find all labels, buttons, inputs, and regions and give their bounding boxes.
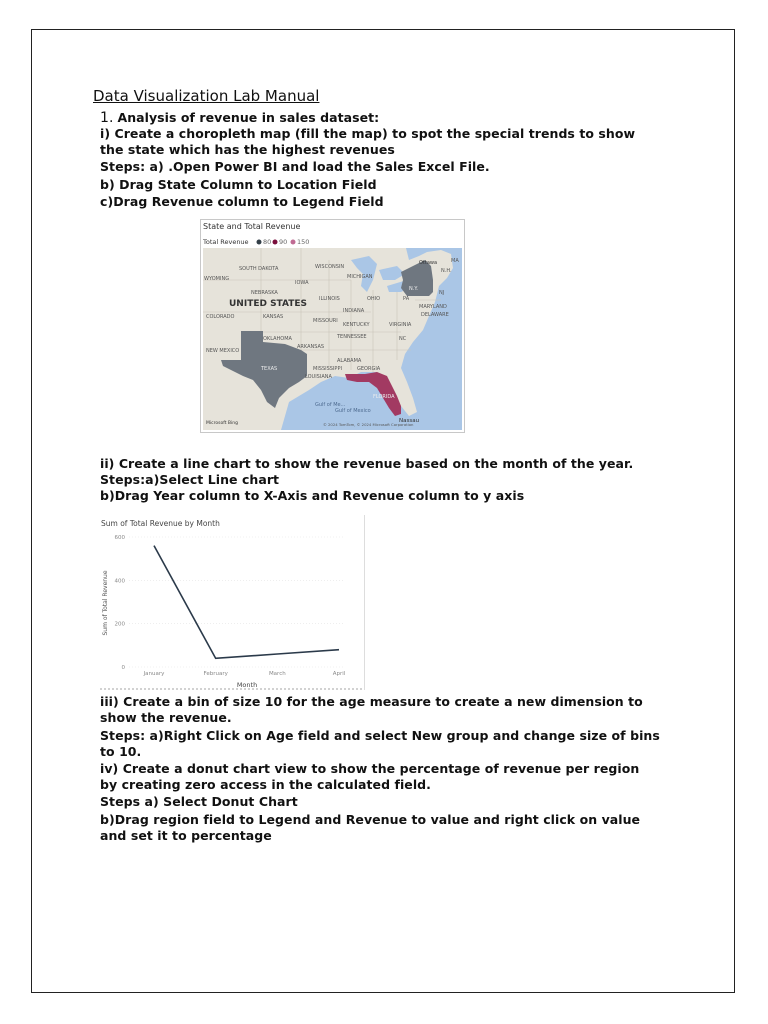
legend-item-150: 150 xyxy=(297,238,310,246)
state-label: ALABAMA xyxy=(337,358,362,364)
choropleth-map-svg xyxy=(201,220,464,432)
task-ii-step-b: b)Drag Year column to X-Axis and Revenue column to y axis xyxy=(100,488,525,503)
task-i-step-a: Steps: a) .Open Power BI and load the Sales Excel File. xyxy=(100,159,490,174)
map-attribution: © 2024 TomTom, © 2024 Microsoft Corporation xyxy=(323,422,414,427)
task-iii-step-a-cont: to 10. xyxy=(100,744,142,759)
task-iv-step-b-cont: and set it to percentage xyxy=(100,828,272,843)
state-label: OKLAHOMA xyxy=(263,336,292,342)
map-legend-label: Total Revenue xyxy=(203,238,249,246)
state-label: MICHIGAN xyxy=(347,274,373,280)
task-i-step-c: c)Drag Revenue column to Legend Field xyxy=(100,194,384,209)
x-tick-label: January xyxy=(143,671,165,677)
y-tick-label: 600 xyxy=(114,535,125,541)
task-ii-line-1: ii) Create a line chart to show the revenue based on the month of the year. xyxy=(100,456,634,471)
y-tick-label: 0 xyxy=(121,665,125,671)
state-label: OHIO xyxy=(367,296,381,302)
state-label: KENTUCKY xyxy=(343,322,370,328)
question-1-text: Analysis of revenue in sales dataset: xyxy=(117,110,380,125)
map-title: State and Total Revenue xyxy=(203,222,301,231)
task-i-line-1: i) Create a choropleth map (fill the map) to spot the special trends to show xyxy=(100,126,636,141)
state-label: WYOMING xyxy=(204,276,230,282)
task-iv-line-1: iv) Create a donut chart view to show the percentage of revenue per region xyxy=(100,761,640,776)
place-label-ottawa: Ottawa xyxy=(419,260,438,266)
task-i-line-2: the state which has the highest revenues xyxy=(100,142,395,157)
state-label: NJ xyxy=(439,290,445,296)
task-iii-line-2: show the revenue. xyxy=(100,710,232,725)
state-label: MISSISSIPPI xyxy=(313,366,342,372)
state-label: N.H. xyxy=(441,268,452,274)
state-label: MISSOURI xyxy=(313,318,338,324)
task-ii-step-a: Steps:a)Select Line chart xyxy=(100,472,280,487)
state-label: ARKANSAS xyxy=(297,344,325,350)
chart-title: Sum of Total Revenue by Month xyxy=(101,519,220,528)
state-label: WISCONSIN xyxy=(315,264,345,270)
document-title: Data Visualization Lab Manual xyxy=(93,87,320,105)
legend-item-90: 90 xyxy=(279,238,288,246)
task-iv-step-b: b)Drag region field to Legend and Revenue to value and right click on value xyxy=(100,812,641,827)
task-iv-step-a: Steps a) Select Donut Chart xyxy=(100,794,298,809)
state-label: DELAWARE xyxy=(421,312,449,318)
y-tick-label: 200 xyxy=(114,621,125,628)
question-1-number: 1. xyxy=(100,110,114,126)
state-label: NEBRASKA xyxy=(251,290,278,296)
state-label: MARYLAND xyxy=(419,304,447,310)
task-iv-line-2: by creating zero access in the calculated field. xyxy=(100,777,431,792)
country-label: UNITED STATES xyxy=(229,299,308,309)
question-1 xyxy=(100,110,379,126)
choropleth-map-figure xyxy=(200,219,465,433)
state-label: FLORIDA xyxy=(373,394,395,400)
state-label: VIRGINIA xyxy=(389,322,412,328)
legend-item-80: 80 xyxy=(263,238,272,246)
y-tick-label: 400 xyxy=(114,578,125,585)
state-label: TEXAS xyxy=(261,366,278,372)
task-iii-step-a: Steps: a)Right Click on Age field and select New group and change size of bins xyxy=(100,728,660,743)
state-label: PA xyxy=(403,296,410,302)
state-label: GEORGIA xyxy=(357,366,381,372)
line-chart-figure xyxy=(99,515,365,690)
state-label: NC xyxy=(399,336,407,342)
water-label: Gulf of Me... xyxy=(315,402,346,408)
state-label: COLORADO xyxy=(206,314,235,320)
state-label: LOUISIANA xyxy=(305,374,332,380)
legend-dot-80 xyxy=(257,240,262,245)
water-label: Gulf of Mexico xyxy=(335,408,371,414)
legend-dot-90 xyxy=(273,240,278,245)
task-iii-line-1: iii) Create a bin of size 10 for the age measure to create a new dimension to xyxy=(100,694,643,709)
x-tick-label: March xyxy=(268,671,286,677)
line-chart-svg xyxy=(99,515,364,690)
revenue-series-line xyxy=(154,546,339,659)
state-label: MA xyxy=(451,258,459,264)
state-label: N.Y. xyxy=(409,286,418,292)
state-label: ILLINOIS xyxy=(319,296,340,302)
state-label: INDIANA xyxy=(343,308,365,314)
x-tick-label: February xyxy=(203,671,228,677)
state-label: KANSAS xyxy=(263,314,284,320)
x-tick-label: April xyxy=(332,671,346,677)
state-label: TENNESSEE xyxy=(337,334,367,340)
place-label-nassau: Nassau xyxy=(399,418,420,424)
x-axis-label: Month xyxy=(236,681,258,689)
state-label: IOWA xyxy=(295,280,309,286)
task-i-step-b: b) Drag State Column to Location Field xyxy=(100,177,377,192)
legend-dot-150 xyxy=(291,240,296,245)
state-label: SOUTH DAKOTA xyxy=(239,266,279,272)
state-label: NEW MEXICO xyxy=(206,348,240,354)
bing-logo-text: Microsoft Bing xyxy=(206,421,238,426)
y-axis-label: Sum of Total Revenue xyxy=(102,570,109,636)
